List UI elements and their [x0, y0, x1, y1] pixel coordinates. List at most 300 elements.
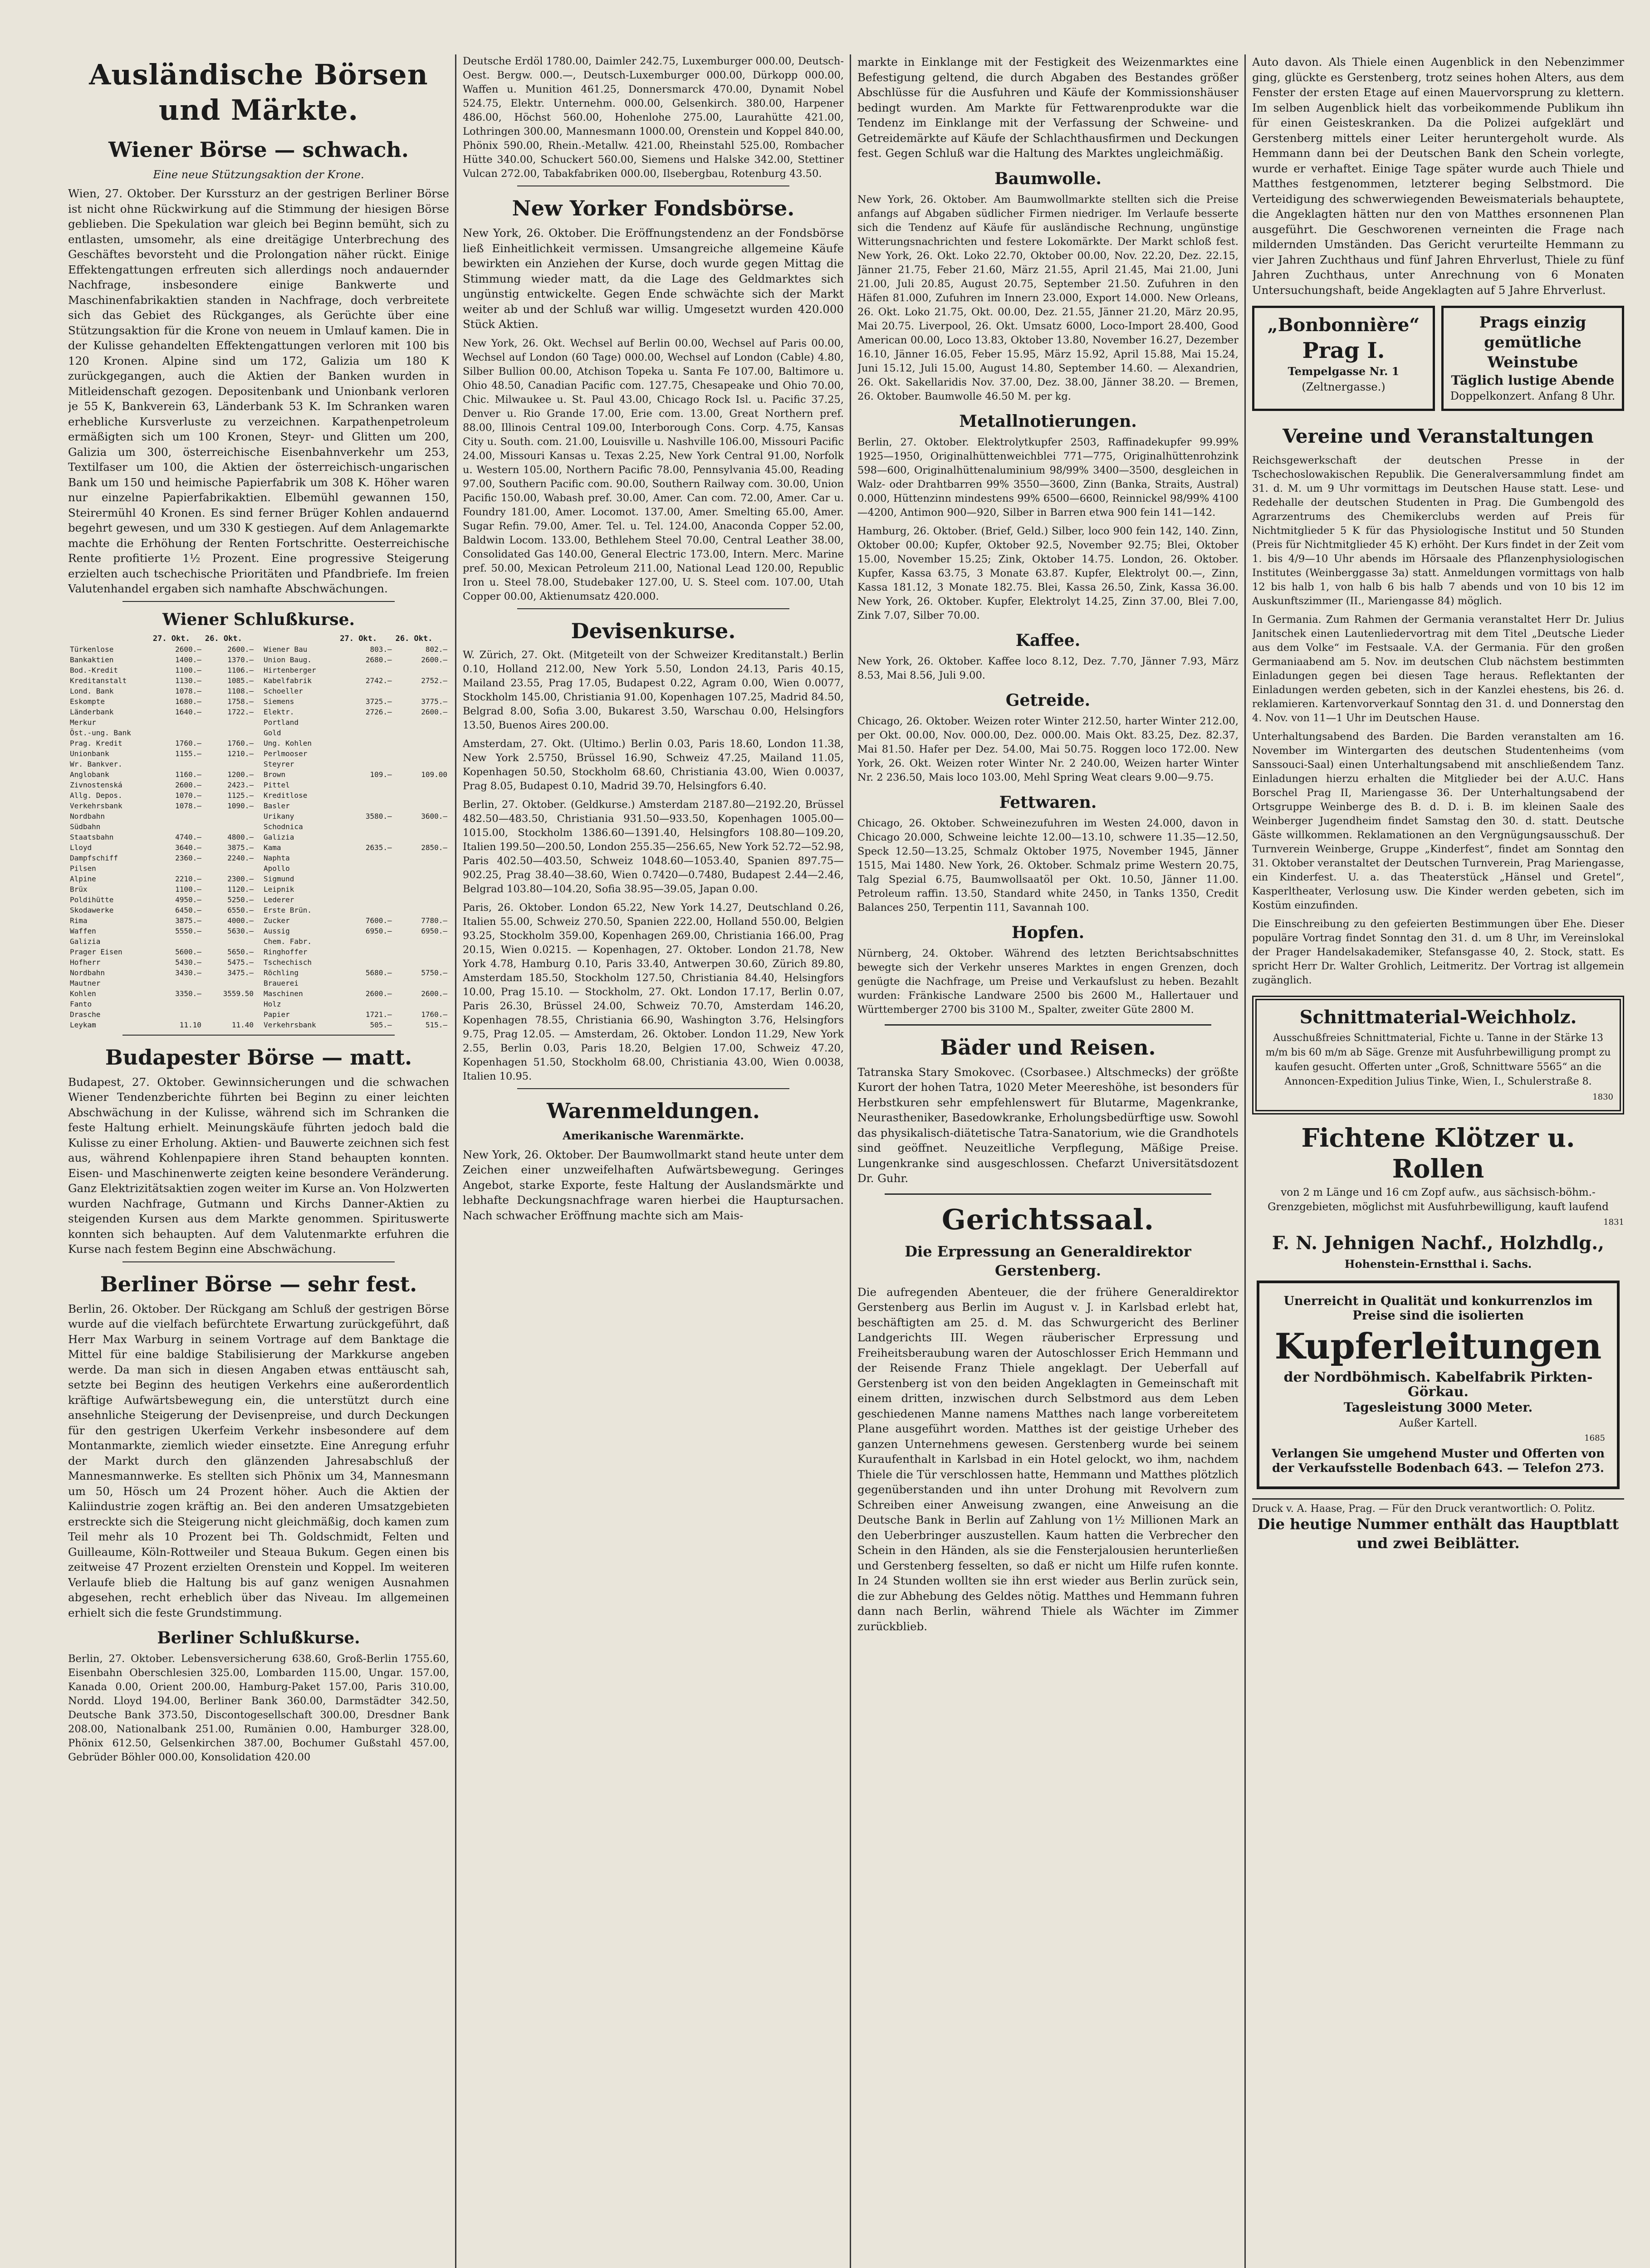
ad-bonbonniere	[1252, 306, 1435, 411]
quote-value	[338, 748, 393, 759]
quote-row	[68, 717, 255, 728]
ad-weinstube	[1441, 306, 1624, 411]
quote-name: Unionbank	[70, 749, 109, 758]
quote-name: Verkehrsbank	[70, 801, 122, 810]
quote-value: 2752.—	[421, 676, 447, 685]
quote-value	[394, 884, 449, 894]
quote-value: 5600.—	[175, 947, 201, 956]
quote-value	[394, 738, 449, 748]
quote-row	[68, 728, 255, 738]
quote-value	[394, 905, 449, 915]
quote-name: Brauerei	[264, 978, 299, 987]
quote-name: Hirtenberger	[264, 665, 316, 675]
quote-value: 7600.—	[365, 916, 392, 925]
quote-name: Leykam	[70, 1020, 96, 1029]
quote-row	[262, 874, 449, 884]
quote-name: Südbahn	[70, 822, 101, 831]
quote-value	[338, 832, 393, 842]
quote-row	[262, 728, 449, 738]
quote-name: Verkehrsbank	[264, 1020, 316, 1029]
quote-row	[262, 717, 449, 728]
quote-name: Prager Eisen	[70, 947, 122, 956]
quote-value: 1155.—	[175, 749, 201, 758]
quote-value: 1090.—	[227, 801, 254, 810]
quote-value: 4800.—	[227, 832, 254, 841]
quote-value: 1680.—	[175, 697, 201, 706]
ad-schnittmaterial	[1252, 996, 1624, 1114]
quote-row	[262, 801, 449, 811]
quote-value	[203, 811, 255, 821]
ad-kupferleitungen	[1257, 1281, 1620, 1489]
article-exchange-berlin: Berlin, 27. Oktober. (Geldkurse.) Amsterdam 2187.80—2192.20, Brüssel 482.50—483.50, Christiania 931.50—933.50, Kopenhagen 1005.00—1015.00, Stockholm 1386.60—1391.40, Helsingfors 108.80—109.20, Italien 199.50—200.50, London 255.35—256.65, New York 52.72—52.98, Paris 402.50—403.50, Schweiz 1048.60—1053.40, Spanien 897.75—902.25, Prag 38.40—38.60, Wien 0.7420—0.7480, Budapest 2.44—2.46, Belgrad 103.80—104.20, Sofia 38.95—39.05, Japan 0.00.	[463, 798, 844, 895]
column-rule	[455, 54, 456, 2268]
quote-value: 5680.—	[365, 968, 392, 977]
quote-row	[68, 915, 255, 926]
ad-title: Prags einzig gemütliche Weinstube	[1479, 313, 1586, 371]
quote-name: Schoeller	[264, 686, 303, 695]
quote-value	[394, 947, 449, 957]
quote-value	[203, 717, 255, 728]
quote-value	[203, 759, 255, 769]
quote-row	[262, 842, 449, 853]
quote-value: 802.—	[425, 645, 447, 654]
quote-value: 1085.—	[227, 676, 254, 685]
quote-name: Maschinen	[264, 989, 303, 998]
article-newyork: New York, 26. Oktober. Die Eröffnungstendenz an der Fondsbörse ließ Einheitlichkeit vermissen. Umsangreiche allgemeine Käufe bewirkten ein Anziehen der Kurse, doch wurde gegen Mittag die Stimmung wieder matt, da die Lage des Geldmarktes sich ungünstig entwickelte. Gegen Ende schwächte sich der Markt weiter ab und der Schluß war willig. Umgesetzt wurden 420.000 Stück Aktien.	[463, 226, 844, 331]
quote-row	[68, 811, 255, 821]
quote-value	[338, 936, 393, 947]
quote-value: 1760.—	[421, 1010, 447, 1019]
quote-row	[262, 957, 449, 968]
quote-name: Anglobank	[70, 770, 109, 779]
divider	[122, 1035, 395, 1036]
quote-value	[203, 936, 255, 947]
quote-name: Portland	[264, 718, 299, 727]
divider	[517, 608, 789, 609]
headline-vienna-closing: Wiener Schlußkurse.	[162, 610, 355, 629]
quote-row	[262, 759, 449, 769]
quote-name: Tschechisch	[264, 958, 312, 967]
quote-row	[68, 957, 255, 968]
headline-courtroom: Gerichtssaal.	[941, 1202, 1155, 1236]
quote-name: Lond. Bank	[70, 686, 114, 695]
quote-name: Chem. Fabr.	[264, 937, 312, 946]
quote-value: 5750.—	[421, 968, 447, 977]
article-exchange-paris: Paris, 26. Oktober. London 65.22, New York 14.27, Deutschland 0.26, Italien 55.00, Schweiz 270.50, Spanien 222.00, Holland 550.00, Belgien 93.25, Stockholm 359.00, Kopenhagen 269.00, Christiania 166.00, Prag 20.15, Wien 0.0215. — Kopenhagen, 27. Oktober. London 21.78, New York 4.78, Hamburg 0.10, Paris 33.40, Antwerpen 30.60, Zürich 89.80, Amsterdam 185.50, Stockholm 127.50, Christiania 84.40, Helsingfors 10.00, Prag 15.10. — Stockholm, 27. Okt. London 17.17, Berlin 0.07, Paris 26.30, Brüssel 24.00, Schweiz 70.70, Amsterdam 146.20, Kopenhagen 78.55, Christiania 66.90, Washington 3.76, Helsingfors 9.75, Prag 12.05. — Amsterdam, 26. Oktober. London 11.29, New York 2.55, Berlin 0.03, Paris 18.20, Belgien 17.00, Schweiz 47.20, Kopenhagen 51.50, Stockholm 68.00, Christiania 43.00, Wien 0.0038, Italien 10.95.	[463, 901, 844, 1082]
quote-value: 2600.—	[175, 645, 201, 654]
quote-value: 1100.—	[175, 665, 201, 675]
article-cotton: New York, 26. Oktober. Am Baumwollmarkte stellten sich die Preise anfangs auf Abgaben südlicher Firmen niedriger. Im Verlaufe besserte sich die Tendenz auf Käufe für ausländische Rechnung, ungünstige Witterungsnachrichten und festere Lokomärkte. Der Markt schloß fest. New York, 26. Okt. Loko 22.70, Oktober 00.00, Nov. 22.20, Dez. 22.15, Jänner 21.75, Feber 21.60, März 21.55, April 21.45, Mai 21.00, Juni 21.00, Juli 20.85, August 20.75, September 21.50. Zufuhren in den Häfen 81.000, Zufuhren im Innern 23.000, Export 14.000. New Orleans, 26. Okt. Loko 21.75, Okt. 00.00, Dez. 21.55, Jänner 21.20, März 20.95, Mai 20.75. Liverpool, 26. Okt. Umsatz 6000, Loco-Import 28.400, Good American 00.00, Loco 13.83, Oktober 13.80, November 16.27, Dezember 16.10, Jänner 16.05, Feber 15.95, März 15.92, April 15.88, Mai 15.24, Juni 15.12, Juli 15.00, August 14.80, September 14.60. — Alexandrien, 26. Okt. Sakellaridis Nov. 37.00, Dez. 38.00, Jänner 38.20. — Bremen, 26. Oktober. Baumwolle 46.50 M. per kg.	[857, 193, 1239, 402]
headline-commodities: Warenmeldungen.	[547, 1098, 760, 1123]
divider	[517, 1088, 789, 1089]
quote-value	[394, 801, 449, 811]
quote-name: Schodnica	[264, 822, 303, 831]
quotes-table-right: 27. Okt. 26. Okt. Wiener Bau 803.— 802.— Union Baug. 2680.— 2600.— Hirtenberger Kabelfabrik 2742.— 2752.— Schoeller Siemens 3725.— 3775.— Elektr. 2726.— 2600.— Portland Gold Ung. Kohlen Perlmooser Steyrer Brown 109.— 109.00 Pittel Kreditlose Basler Urikany 3580.— 3600.— Schodnica Galizia Kama 2635.— 2850.— Naphta Apollo Sigmund Leipnik Lederer Erste Brün. Zucker 7600.— 7780.— Aussig 6950.— 6950.— Chem. Fabr. Ringhoffer Tschechisch Röchling 5680.— 5750.— Brauerei Maschinen 2600.— 2600.— Holz Papier 1721.— 1760.— Verkehrsbank 505.— 515.—	[262, 634, 449, 1030]
quote-value	[338, 863, 393, 874]
column-rule	[1244, 54, 1246, 2268]
quote-row	[68, 842, 255, 853]
quote-row	[68, 1009, 255, 1020]
headline-cotton: Baumwolle.	[994, 169, 1102, 188]
quote-name: Poldihütte	[70, 895, 114, 904]
quote-value: 515.—	[425, 1020, 447, 1029]
quote-row	[68, 999, 255, 1009]
quote-name: Merkur	[70, 718, 96, 727]
quote-value: 2600.—	[227, 645, 254, 654]
ad-title: Schnittmaterial-Weichholz.	[1299, 1007, 1577, 1028]
quote-value: 1758.—	[227, 697, 254, 706]
ad-address: Tempelgasse Nr. 1	[1288, 365, 1400, 378]
quote-name: Gold	[264, 728, 281, 737]
quote-row	[68, 978, 255, 988]
quote-value: 7780.—	[421, 916, 447, 925]
quote-name: Zivnostenská	[70, 780, 122, 789]
quote-name: Leipnik	[264, 885, 294, 894]
quote-value: 1760.—	[227, 738, 254, 748]
ad-body: Ausschußfreies Schnittmaterial, Fichte u. Tanne in der Stärke 13 m/m bis 60 m/m ab Säge. Grenze mit Ausfuhrbewilligung prompt zu kaufen gesucht. Offerten unter „Groß, Schnittware 5565“ an die Annoncen-Expedition Julius Tinke, Wien, I., Schulerstraße 8.	[1265, 1032, 1611, 1087]
article-commodities: New York, 26. Oktober. Der Baumwollmarkt stand heute unter dem Zeichen einer unzweifelhaften Aufwärtsbewegung. Geringes Angebot, starke Exporte, feste Haltung der Auslandsmärkte und lebhafte Deckungsnachfrage waren hierbei die Hauptursachen. Nach schwacher Eröffnung machte sich am Mais-	[463, 1148, 844, 1222]
quote-value	[394, 821, 449, 832]
quote-value: 2600.—	[421, 655, 447, 664]
quote-value: 2600.—	[365, 989, 392, 998]
quote-row	[262, 936, 449, 947]
subheadline-vienna: Eine neue Stützungsaktion der Krone.	[153, 168, 364, 181]
column-1	[68, 54, 449, 2268]
divider	[122, 601, 395, 602]
section-title-foreign-markets: Ausländische Börsen und Märkte.	[89, 58, 428, 127]
quote-row	[262, 1009, 449, 1020]
headline-vienna-exchange: Wiener Börse — schwach.	[108, 137, 409, 162]
quote-value: 3350.—	[175, 989, 201, 998]
quote-name: Drasche	[70, 1010, 101, 1019]
quote-row	[68, 968, 255, 978]
quote-name: Bod.-Kredit	[70, 665, 118, 675]
ad-note: (Zeltnergasse.)	[1302, 381, 1386, 393]
quote-value: 5430.—	[175, 958, 201, 967]
quote-row	[262, 738, 449, 748]
article-hops: Nürnberg, 24. Oktober. Während des letzten Berichtsabschnittes bewegte sich der Verkehr unseres Marktes in engen Grenzen, doch genügte die Nachfrage, um Preise und Verkaufslust zu heben. Bezahlt wurden: Fränkische Landware 2500 bis 2600 M., Hallertauer und Württemberger 2700 bis 3100 M., Spalter, zweiter Güte 2800 M.	[857, 947, 1239, 1016]
ad-title: „Bonbonnière“	[1267, 314, 1420, 336]
quote-row	[68, 644, 255, 655]
ad-subtitle: Täglich lustige Abende	[1451, 373, 1615, 388]
quote-row	[68, 947, 255, 957]
quote-row	[68, 884, 255, 894]
column-4	[1252, 54, 1624, 2268]
quote-value: 505.—	[370, 1020, 392, 1029]
quote-row	[68, 655, 255, 665]
quote-name: Nordbahn	[70, 968, 105, 977]
headline-associations: Vereine und Veranstaltungen	[1283, 425, 1594, 447]
quote-name: Länderbank	[70, 707, 114, 716]
headline-exchange-rates: Devisenkurse.	[571, 618, 736, 643]
quote-value	[394, 717, 449, 728]
quote-value: 1070.—	[175, 791, 201, 800]
headline-spas-travel: Bäder und Reisen.	[940, 1035, 1156, 1060]
quote-value: 3559.50	[223, 989, 254, 998]
article-exchange-zurich: W. Zürich, 27. Okt. (Mitgeteilt von der Schweizer Kreditanstalt.) Berlin 0.10, Holland 212.00, New York 5.50, London 24.13, Paris 40.15, Mailand 23.55, Prag 17.05, Budapest 0.22, Agram 0.00, Wien 0.0077, Stockholm 145.00, Christiania 91.00, Kopenhagen 107.25, Madrid 84.50, Belgrad 8.00, Sofia 3.00, Bukarest 3.50, Warschau 0.00, Helsingfors 13.50, Buenos Aires 200.00.	[463, 649, 844, 731]
quote-name: Elektr.	[264, 707, 294, 716]
subheadline-commodities: Amerikanische Warenmärkte.	[563, 1129, 744, 1142]
quote-value: 2423.—	[227, 780, 254, 789]
quote-value	[394, 957, 449, 968]
quote-name: Kama	[264, 843, 281, 852]
quote-value	[394, 832, 449, 842]
quote-row	[68, 853, 255, 863]
column-2	[463, 54, 844, 2268]
quote-row	[262, 696, 449, 707]
quote-name: Steyrer	[264, 759, 294, 768]
quote-row	[68, 686, 255, 696]
quote-row	[262, 988, 449, 999]
quote-value: 2600.—	[421, 989, 447, 998]
quote-value	[338, 853, 393, 863]
quote-value	[394, 936, 449, 947]
quote-value: 4000.—	[227, 916, 254, 925]
quote-value: 6550.—	[227, 905, 254, 914]
quote-value	[394, 999, 449, 1009]
quote-value: 4740.—	[175, 832, 201, 841]
quote-name: Sigmund	[264, 874, 294, 883]
quote-value	[203, 978, 255, 988]
quote-name: Prag. Kredit	[70, 738, 122, 748]
quote-value: 5250.—	[227, 895, 254, 904]
quote-name: Lloyd	[70, 843, 92, 852]
article-associations-1: Reichsgewerkschaft der deutschen Presse in der Tschechoslowakischen Republik. Die Generalversammlung findet am 31. d. M. um 9 Uhr vormittags im Deutschen Hause statt. Lese- und Redehalle der deutschen Studenten in Prag. Die Gumbengold des Agrarzentrums des Chemikerclubs werden auf Preis für Nichtmitglieder 5 K für das Physiologische Institut und 50 Stunden (Preis für Nichtmitglieder 45 K) erhöht. Der Kurs findet in der Zeit vom 1. bis 4/9—10 Uhr abends im Hörsaale des Pflanzenphysiologischen Institutes (Weinberggasse 3a) statt. Anmeldungen vormittags von halb 12 bis halb 1, von halb 6 bis halb 7 abends und von 10 bis 12 im Auskunftszimmer (II., Mariengasse 84) möglich.	[1252, 455, 1624, 607]
quote-name: Bankaktien	[70, 655, 114, 664]
ad-number: 1685	[1584, 1433, 1605, 1443]
quote-row	[68, 790, 255, 801]
quote-value: 2850.—	[421, 843, 447, 852]
quote-row	[262, 915, 449, 926]
imprint-line: Druck v. A. Haase, Prag. — Für den Druck verantwortlich: O. Politz.	[1252, 1498, 1624, 1515]
quote-value	[338, 665, 393, 675]
quote-row	[262, 780, 449, 790]
quote-value	[151, 1009, 203, 1020]
column-rule	[850, 54, 851, 2268]
quote-value: 3430.—	[175, 968, 201, 977]
quote-value: 3580.—	[365, 811, 392, 821]
quote-name: Brown	[264, 770, 286, 779]
quote-value: 1370.—	[227, 655, 254, 664]
quote-name: Waffen	[70, 926, 96, 935]
ad-title: Kupferleitungen	[1274, 1326, 1602, 1367]
quote-row	[68, 936, 255, 947]
quote-value: 11.40	[231, 1020, 254, 1029]
quote-row	[262, 999, 449, 1009]
quote-value	[338, 801, 393, 811]
quote-value	[338, 957, 393, 968]
quote-value	[394, 686, 449, 696]
quote-row	[262, 707, 449, 717]
ad-body: von 2 m Länge und 16 cm Zopf aufw., aus sächsisch-böhm.-Grenzgebieten, möglichst mit Ausfuhrbewilligung, kauft laufend	[1268, 1187, 1609, 1213]
quote-value	[394, 790, 449, 801]
ad-firm: F. N. Jehnigen Nachf., Holzhdlg.,	[1272, 1232, 1605, 1254]
quote-value	[338, 894, 393, 905]
article-courtroom: Die aufregenden Abenteuer, die der frühere Generaldirektor Gerstenberg aus Berlin im August v. J. in Karlsbad erlebt hat, beschäftigten am 25. d. M. das Schwurgericht des Berliner Landgerichts III. Wegen räuberischer Erpressung und Freiheitsberaubung waren der Autoschlosser Erich Hemmann und der Reisende Franz Thiele angeklagt. Der Ueberfall auf Gerstenberg ist von den beiden Angeklagten in Gemeinschaft mit einem dritten, inzwischen durch Selbstmord aus dem Leben geschiedenen Manne namens Matthes nach lange vorbereitetem Plane ausgeführt worden. Matthes ist der geistige Urheber des ganzen Unternehmens gewesen. Gerstenberg wurde bei seinem Kuraufenthalt in Karlsbad in ein Hotel gelockt, wo ihm, nachdem Thiele die Tür verschlossen hatte, Hemmann und Matthes plötzlich gegenüberstanden und ihn unter Drohung mit Revolvern zum Schreiben einer Anweisung zwangen, eine Anweisung an die Deutsche Bank in Berlin auf Zahlung von 1½ Millionen Mark an den Ueberbringer auszustellen. Kaum hatten die Verbrecher den Schein in den Händen, als sie die Fensterjalousien herunterließen und Gerstenberg fesselten, so daß er nicht um Hilfe rufen konnte. In 24 Stunden wollten sie ihn erst wieder aus Berlin zurück sein, die zur Abhebung des Geldes nötig. Matthes und Hemmann fuhren dann nach Berlin, während Thiele als Wächter im Zimmer zurückblieb.	[857, 1285, 1239, 1633]
quote-name: Alpine	[70, 874, 96, 883]
quote-value: 4950.—	[175, 895, 201, 904]
quote-value: 5550.—	[175, 926, 201, 935]
quote-row	[262, 884, 449, 894]
quote-row	[262, 863, 449, 874]
quote-row	[68, 696, 255, 707]
quote-row	[262, 1020, 449, 1030]
quote-value: 3875.—	[175, 916, 201, 925]
quote-value: 1100.—	[175, 885, 201, 894]
quote-value: 2600.—	[175, 780, 201, 789]
divider	[885, 1193, 1211, 1195]
quote-name: Basler	[264, 801, 290, 810]
quote-value	[151, 759, 203, 769]
subheadline-courtroom: Die Erpressung an Generaldirektor Gerstenberg.	[905, 1242, 1191, 1279]
quote-value	[394, 780, 449, 790]
quote-value	[151, 811, 203, 821]
quote-value	[394, 978, 449, 988]
article-associations-4: Die Einschreibung zu den gefeierten Bestimmungen über Ehe. Dieser populäre Vortrag findet Sonntag den 31. d. um 8 Uhr, im Vereinslokal der Prager Handelsakademiker, Stefansgasse 40, 2. Stock, statt. Es spricht Herr Dr. Walter Grohlich, Leitmeritz. Der Vortrag ist allgemein zugänglich.	[1252, 918, 1624, 986]
quote-value: 5650.—	[227, 947, 254, 956]
quote-value	[203, 863, 255, 874]
quote-value	[338, 947, 393, 957]
quote-value	[338, 717, 393, 728]
quote-value: 6950.—	[365, 926, 392, 935]
article-newyork-quotes: New York, 26. Okt. Wechsel auf Berlin 00.00, Wechsel auf Paris 00.00, Wechsel auf London (60 Tage) 000.00, Wechsel auf London (Cable) 4.80, Silber Bullion 00.00, Atchison Topeka u. Santa Fe 107.00, Baltimore u. Ohio 48.50, Canadian Pacific com. 127.75, Chesapeake und Ohio 70.00, Chic. Milwaukee u. St. Paul 43.00, Chicago Rock Isl. u. Pacific 37.25, Denver u. Rio Grande 17.00, Erie com. 13.00, Great Northern pref. 88.00, Illinois Central 109.00, Interborough Cons. Corp. 4.75, Kansas City u. South. com. 21.00, Louisville u. Nashville 106.00, Missouri Pacific 24.00, Missouri Kansas u. Texas 2.25, New York Central 91.00, Norfolk u. Western 105.00, Northern Pacific 78.00, Pennsylvania 45.00, Reading 97.00, Southern Pacific com. 90.00, Southern Railway com. 30.00, Union Pacific 150.00, Wabash pref. 30.00, Amer. Can com. 72.00, Amer. Car u. Foundry 181.00, Amer. Locomot. 137.00, Amer. Smelting 65.00, Amer. Sugar Refin. 79.00, Amer. Tel. u. Tel. 124.00, Anaconda Copper 52.00, Baldwin Locom. 133.00, Bethlehem Steel 70.00, Central Leather 38.00, Consolidated Gas 140.00, General Electric 173.00, Intern. Merc. Marine pref. 50.00, Mexican Petroleum 211.00, National Lead 120.00, Republic Iron u. Steel 78.00, Studebaker 127.00, U. S. Steel com. 107.00, Utah Copper 00.00, Aktienumsatz 420.000.	[463, 337, 844, 602]
ad-number: 1831	[1603, 1217, 1624, 1227]
quote-row	[68, 675, 255, 686]
divider	[122, 1261, 395, 1262]
quote-value	[203, 821, 255, 832]
quote-value: 5630.—	[227, 926, 254, 935]
quotes-table-vienna	[68, 634, 449, 1030]
quote-value: 109.—	[370, 770, 392, 779]
quote-name: Lederer	[264, 895, 294, 904]
quote-name: Zucker	[264, 916, 290, 925]
headline-metals: Metallnotierungen.	[959, 411, 1137, 431]
quote-name: Kreditanstalt	[70, 676, 127, 685]
quote-row	[68, 832, 255, 842]
article-courtroom-cont: Auto davon. Als Thiele einen Augenblick in den Nebenzimmer ging, glückte es Gerstenberg, trotz seines hohen Alters, aus dem Fenster der ersten Etage auf einen Mauervorsprung zu klettern. Im selben Augenblick hielt das vorbeikommende Publikum ihn für einen Geisteskranken. Da die Polizei aufgeklärt und Gerstenberg mittels einer Leiter heruntergeholt wurde. Als Hemmann dann bei der Deutschen Bank den Schein vorlegte, wurde er verhaftet. Einige Tage später wurde auch Thiele und Matthes festgenommen, letzterer beging Selbstmord. Die Verteidigung des schwerwiegenden Beweismaterials behauptete, die Angeklagten hätten nur den von Matthes ersonnenen Plan ausgeführt. Die Geschworenen verneinten die Frage nach mildernden Umständen. Das Gericht verurteilte Hemmann zu vier Jahren Zuchthaus und fünf Jahren Ehrverlust, Thiele zu fünf Jahren Zuchthaus, unter Anrechnung von 6 Monaten Untersuchungshaft, beide Angeklagten auf 5 Jahre Ehrverlust.	[1252, 55, 1624, 297]
quote-row	[262, 853, 449, 863]
quote-name: Kabelfabrik	[264, 676, 312, 685]
quote-value: 3600.—	[421, 811, 447, 821]
ad-title: Fichtene Klötzer u. Rollen	[1301, 1123, 1575, 1184]
quote-name: Galizia	[264, 832, 294, 841]
quote-name: Urikany	[264, 811, 294, 821]
quote-value: 1078.—	[175, 801, 201, 810]
quote-name: Öst.-ung. Bank	[70, 728, 131, 737]
quote-name: Dampfschiff	[70, 853, 118, 862]
article-berlin-quotes-cont: Deutsche Erdöl 1780.00, Daimler 242.75, Luxemburger 000.00, Deutsch-Oest. Bergw. 000.—, Deutsch-Luxemburger 000.00, Dürkopp 000.00, Waffen u. Munition 461.25, Donnersmarck 470.00, Dynamit Nobel 524.75, Elektr. Unternehm. 000.00, Gelsenkirch. 380.00, Harpener 486.00, Höchst 560.00, Hohenlohe 275.00, Laurahütte 421.00, Lothringen 300.00, Mannesmann 1000.00, Orenstein und Koppel 840.00, Phönix 590.00, Rhein.-Metallw. 421.00, Rheinstahl 525.00, Rombacher Hütte 340.00, Schuckert 560.00, Siemens und Halske 342.00, Stettiner Vulcan 272.00, Tabakfabriken 000.00, Ilsebergbau, Rotenburg 43.50.	[463, 55, 844, 180]
quote-value	[151, 863, 203, 874]
article-budapest: Budapest, 27. Oktober. Gewinnsicherungen und die schwachen Wiener Tendenzberichte führten bei Beginn zu einer leichten Abschwächung in der Kulisse, während sich im Schranken die feste Haltung erhielt. Meinungskäufe führten jedoch bald die Kulisse zu einer Erholung. Aktien- und Bauwerte zeichnen sich fest aus, während Kohlenpapiere ihren Stand behaupten konnten. Eisen- und Maschinenwerte zeigten keine besondere Veränderung. Ganz Elektrizitätsaktien zogen weiter im Kurse an. Von Holzwerten wurden Nachfrage, Gutmann und Kirchs Danner-Aktien zu steigenden Kursen aus dem Markte genommen. Spirituswerte konnten sich behaupten. Auf dem Valutenmarkte erfuhren die Kurse nach festem Beginn eine Abschwächung.	[68, 1075, 449, 1256]
quote-row	[262, 947, 449, 957]
headline-newyork-exchange: New Yorker Fondsbörse.	[512, 196, 795, 220]
quote-row	[68, 821, 255, 832]
quote-value: 1721.—	[365, 1010, 392, 1019]
quote-value	[203, 1009, 255, 1020]
quote-value: 803.—	[370, 645, 392, 654]
headline-berlin-closing: Berliner Schlußkurse.	[157, 1628, 360, 1647]
quote-value: 1108.—	[227, 686, 254, 695]
quote-row	[262, 905, 449, 915]
quote-value: 2240.—	[227, 853, 254, 862]
quote-value: 1160.—	[175, 770, 201, 779]
quote-value: 1120.—	[227, 885, 254, 894]
quote-value	[394, 665, 449, 675]
ad-address: Hohenstein-Ernstthal i. Sachs.	[1344, 1257, 1532, 1271]
quote-value	[394, 748, 449, 759]
quote-value: 1640.—	[175, 707, 201, 716]
quote-name: Allg. Depos.	[70, 791, 122, 800]
quote-value: 3475.—	[227, 968, 254, 977]
quote-row	[68, 926, 255, 936]
quote-value: 1400.—	[175, 655, 201, 664]
quote-value: 3875.—	[227, 843, 254, 852]
quote-value	[151, 978, 203, 988]
quote-value	[394, 874, 449, 884]
quote-row	[262, 968, 449, 978]
quote-value: 2680.—	[365, 655, 392, 664]
quote-name: Nordbahn	[70, 811, 105, 821]
quote-name: Skodawerke	[70, 905, 114, 914]
quote-value	[151, 728, 203, 738]
article-grain: Chicago, 26. Oktober. Weizen roter Winter 212.50, harter Winter 212.00, per Okt. 00.00, Nov. 000.00, Dez. 000.00. Mais Okt. 83.25, Dez. 82.37, Mai 81.50. Hafer per Dez. 54.00, Mai 50.75. Roggen loco 172.00. New York, 26. Okt. Weizen roter Winter Nr. 2 240.00, Weizen harter Winter Nr. 2 236.50, Mais loco 103.00, Mehl Spring Weat clears 9.00—9.75.	[857, 715, 1239, 783]
quote-name: Wr. Bankver.	[70, 759, 122, 768]
quote-value	[338, 759, 393, 769]
quote-row	[262, 926, 449, 936]
issue-note: Die heutige Nummer enthält das Hauptblatt und zwei Beiblätter.	[1257, 1515, 1619, 1552]
quote-value	[203, 728, 255, 738]
article-associations-2: In Germania. Zum Rahmen der Germania veranstaltet Herr Dr. Julius Janitschek einen Lautenliedervortrag mit dem Titel „Deutsche Lieder aus dem Volke“ im Festsaale. V.A. der Germania. Für den großen Germaniaabend am 5. Nov. im deutschen Club nächstem bestimmten Einladungen gegen bei diesen Tage heraus. Reflektanten der Einladungen werden gebeten, sich in der Kanzlei ehestens, bis 26. d. reklamieren. Kartenvorverkauf Sonntag den 31. d. und Donnerstag den 4. Nov. von 11—1 Uhr im Deutschen Hause.	[1252, 614, 1624, 724]
quote-row	[262, 644, 449, 655]
quote-row	[262, 748, 449, 759]
column-3	[857, 54, 1239, 2268]
quote-value: 2742.—	[365, 676, 392, 685]
quote-row	[262, 769, 449, 780]
quote-value	[338, 884, 393, 894]
quote-value: 3725.—	[365, 697, 392, 706]
quote-row	[262, 790, 449, 801]
quote-name: Brüx	[70, 885, 88, 894]
quote-value: 6450.—	[175, 905, 201, 914]
quote-name: Fanto	[70, 999, 92, 1008]
quote-row	[262, 675, 449, 686]
quote-name: Pittel	[264, 780, 290, 789]
quote-value	[338, 728, 393, 738]
quote-name: Eskompte	[70, 697, 105, 706]
quote-row	[262, 655, 449, 665]
quote-name: Türkenlose	[70, 645, 114, 654]
quote-value	[151, 999, 203, 1009]
quote-value	[338, 978, 393, 988]
ad-klotzer	[1252, 1123, 1624, 1271]
quote-value: 3640.—	[175, 843, 201, 852]
quote-name: Apollo	[264, 864, 290, 873]
ad-note: Doppelkonzert. Anfang 8 Uhr.	[1450, 390, 1616, 402]
quote-value: 2210.—	[175, 874, 201, 883]
ad-lead: Unerreicht in Qualität und konkurrenzlos im Preise sind die isolierten	[1283, 1294, 1593, 1323]
quote-value: 1125.—	[227, 791, 254, 800]
quote-row	[68, 665, 255, 675]
headline-fats: Fettwaren.	[999, 792, 1097, 812]
quote-row	[68, 874, 255, 884]
headline-berlin-exchange: Berliner Börse — sehr fest.	[100, 1271, 417, 1296]
quote-row	[68, 894, 255, 905]
quote-name: Wiener Bau	[264, 645, 308, 654]
quote-name: Galizia	[70, 937, 101, 946]
headline-budapest-exchange: Budapester Börse — matt.	[105, 1045, 412, 1070]
quote-value	[394, 853, 449, 863]
quote-name: Ung. Kohlen	[264, 738, 312, 748]
